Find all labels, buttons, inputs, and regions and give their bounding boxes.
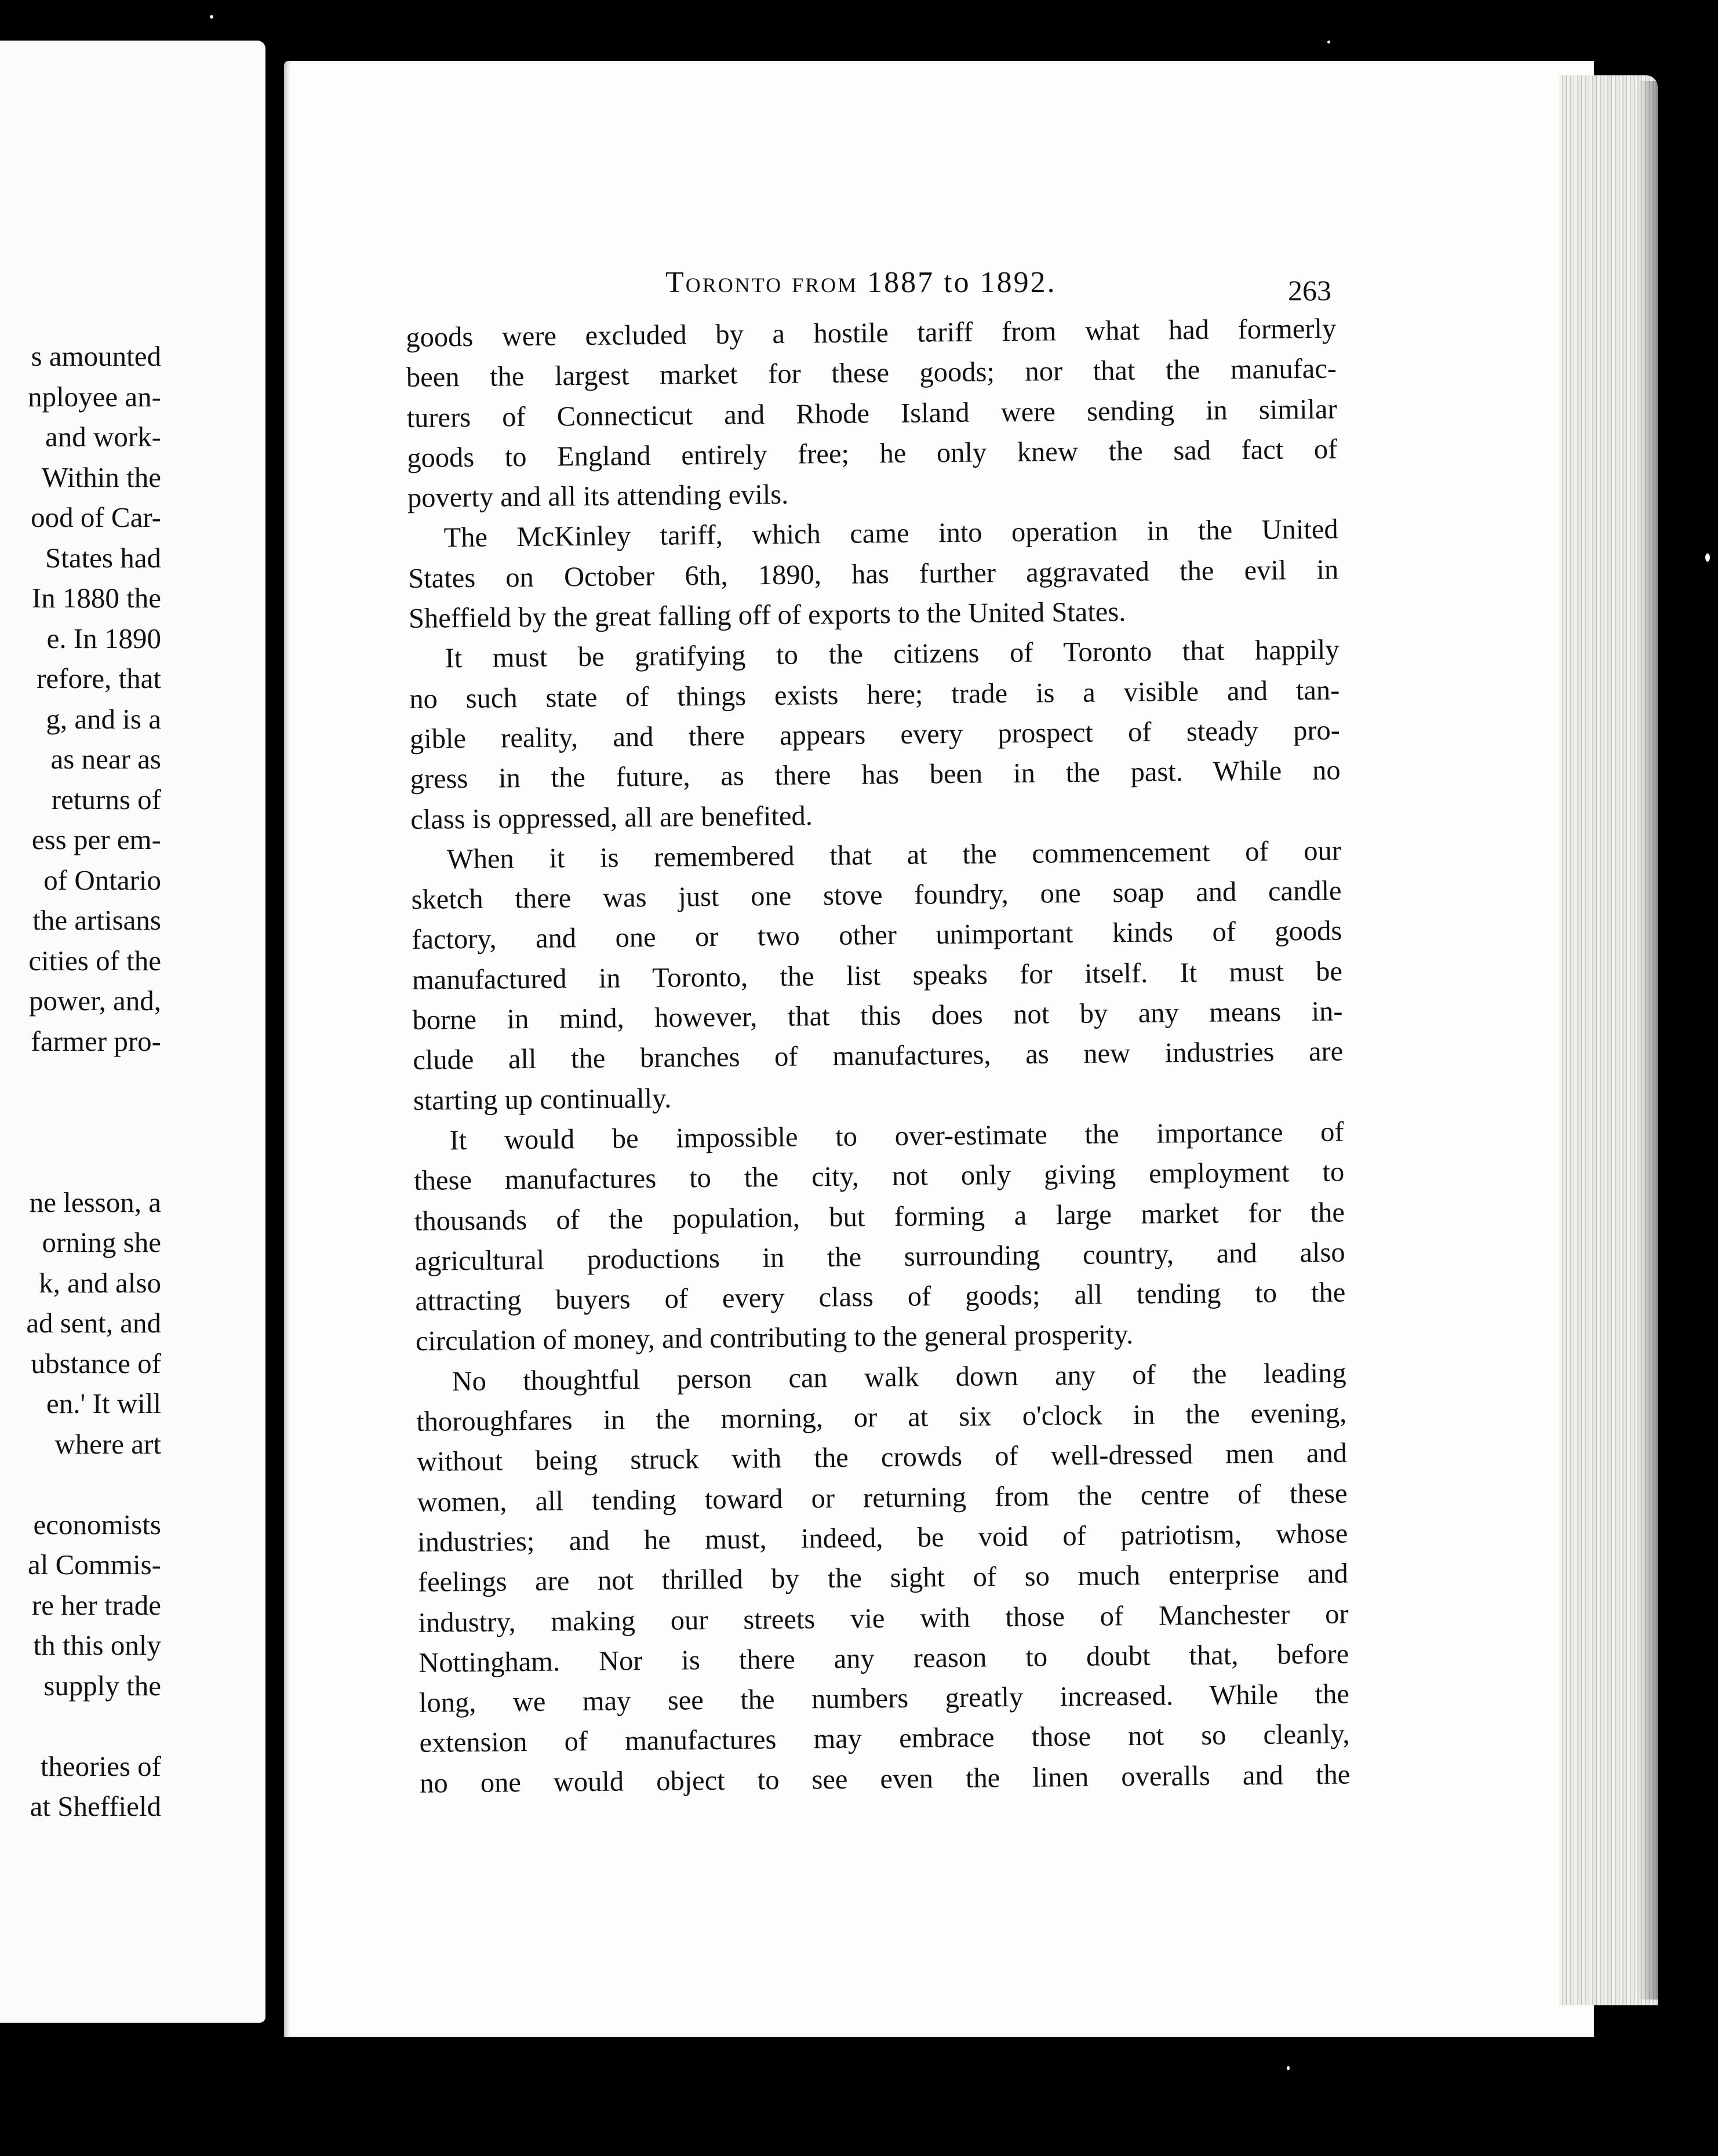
text-line: turers of Connecticut and Rhode Island were sending in similar (406, 394, 1337, 434)
left-page-line: as near as (50, 743, 161, 775)
text-line: thousands of the population, but forming a large market for the (414, 1197, 1345, 1237)
text-line: class is oppressed, all are benefited. (410, 800, 813, 835)
running-head (665, 265, 1057, 300)
left-page-line: the artisans (32, 904, 161, 936)
left-page-line: of Ontario (43, 864, 161, 896)
text-line: attracting buyers of every class of goods; all tending to the (415, 1277, 1346, 1317)
left-page-line: re her trade (31, 1589, 161, 1621)
left-page-line: refore, that (37, 662, 161, 694)
text-line: extension of manufactures may embrace those not so cleanly, (419, 1718, 1350, 1759)
left-page-text-column (0, 336, 161, 1827)
left-page-line: al Commis- (27, 1549, 161, 1580)
left-page-line: supply the (43, 1669, 161, 1702)
text-line: It would be impossible to over-estimate the importance of (449, 1116, 1344, 1156)
left-page-blank-line (0, 1706, 161, 1746)
left-page-line: cities of the (28, 944, 161, 977)
left-page-line: returns of (51, 783, 161, 815)
body-text (406, 309, 1351, 1804)
paragraph (407, 509, 1339, 639)
left-page-line: en.' It will (46, 1387, 161, 1419)
text-line: circulation of money, and contributing to the general prosperity. (415, 1319, 1134, 1357)
text-line: feelings are not thrilled by the sight of so much enterprise and (417, 1558, 1349, 1598)
paragraph (413, 1112, 1346, 1361)
text-line: women, all tending toward or returning from the centre of these (417, 1478, 1348, 1518)
left-page-line: ad sent, and (26, 1307, 161, 1339)
running-head-years: 1887 to 1892. (867, 266, 1057, 299)
left-page-line: at Sheffield (30, 1790, 161, 1822)
running-head-title: Toronto from (665, 266, 858, 299)
text-line: No thoughtful person can walk down any of the leading (452, 1357, 1346, 1397)
text-line: these manufactures to the city, not only giving employment to (414, 1156, 1345, 1197)
left-page-line: e. In 1890 (46, 622, 161, 654)
left-page-blank-line (0, 1061, 161, 1102)
left-page-line: orning she (42, 1226, 161, 1258)
left-page-line: ess per em- (31, 824, 161, 855)
left-page-line: where art (54, 1427, 161, 1460)
left-page-line: nployee an- (28, 380, 161, 413)
left-page-line: ubstance of (31, 1347, 161, 1379)
page-number: 263 (1288, 274, 1331, 307)
text-line: States on October 6th, 1890, has further aggravated the evil in (408, 554, 1339, 594)
text-line: factory, and one or two other unimportant kinds of goods (412, 915, 1342, 956)
left-page-line: s amounted (31, 340, 161, 372)
text-line: clude all the branches of manufactures, as new industries are (413, 1036, 1344, 1076)
text-line: industries; and he must, indeed, be void of patriotism, whose (417, 1518, 1348, 1558)
scan-speck (1287, 2066, 1290, 2070)
text-line: gress in the future, as there has been in the past. While no (410, 755, 1341, 795)
paragraph (406, 309, 1338, 519)
text-line: manufactured in Toronto, the list speaks for itself. It must be (412, 956, 1343, 996)
text-line: without being struck with the crowds of well-dressed men and (416, 1437, 1348, 1478)
scan-speck (1705, 553, 1710, 562)
paragraph (411, 831, 1344, 1120)
text-line: agricultural productions in the surrounding country, and also (414, 1237, 1345, 1277)
left-page-line: economists (33, 1508, 161, 1540)
text-line: no one would object to see even the linen overalls and the (420, 1759, 1351, 1799)
text-line: poverty and all its attending evils. (407, 479, 789, 514)
text-line: goods were excluded by a hostile tariff from what had formerly (406, 313, 1337, 353)
left-page-line: theories of (40, 1750, 161, 1782)
text-line: borne in mind, however, that this does not by any means in- (412, 996, 1343, 1036)
scan-speck (210, 15, 213, 19)
left-page-line: k, and also (39, 1266, 161, 1299)
left-page-line: power, and, (29, 985, 161, 1017)
paragraph (409, 630, 1341, 840)
page-block-shadow (1640, 81, 1658, 2000)
text-line: thoroughfares in the morning, or at six o'clock in the evening, (416, 1397, 1347, 1437)
left-page-line: ne lesson, a (29, 1186, 161, 1218)
left-page-line: Within the (41, 461, 161, 493)
left-page-line: g, and is a (46, 702, 161, 735)
text-line: It must be gratifying to the citizens of Toronto that happily (445, 634, 1340, 674)
text-line: When it is remembered that at the commencement of our (446, 835, 1342, 875)
facing-left-page (0, 41, 265, 2023)
text-line: long, we may see the numbers greatly increased. While the (418, 1678, 1350, 1718)
text-line: starting up continually. (413, 1083, 672, 1116)
left-page-blank-line (0, 1464, 161, 1505)
left-page-line: In 1880 the (31, 582, 161, 614)
left-page-blank-line (0, 1142, 161, 1182)
left-page-line: States had (45, 541, 161, 574)
paragraph (416, 1353, 1350, 1804)
text-line: Sheffield by the great falling off of exports to the United States. (408, 596, 1126, 635)
text-line: no such state of things exists here; trade is a visible and tan- (409, 675, 1340, 715)
text-line: gible reality, and there appears every prospect of steady pro- (409, 715, 1341, 755)
text-line: Nottingham. Nor is there any reason to doubt that, before (418, 1638, 1349, 1678)
left-page-line: ood of Car- (31, 501, 161, 533)
left-page-line: th this only (33, 1629, 161, 1661)
scan-speck (1327, 41, 1330, 43)
left-page-line: farmer pro- (31, 1025, 161, 1057)
left-page-line: and work- (45, 421, 161, 453)
text-line: industry, making our streets vie with those of Manchester or (418, 1598, 1349, 1638)
text-line: been the largest market for these goods; nor that the manufac- (406, 353, 1337, 394)
text-line: The McKinley tariff, which came into operation in the United (443, 514, 1338, 553)
text-line: sketch there was just one stove foundry, one soap and candle (411, 875, 1342, 916)
text-line: goods to England entirely free; he only knew the sad fact of (407, 434, 1338, 474)
left-page-blank-line (0, 1102, 161, 1142)
